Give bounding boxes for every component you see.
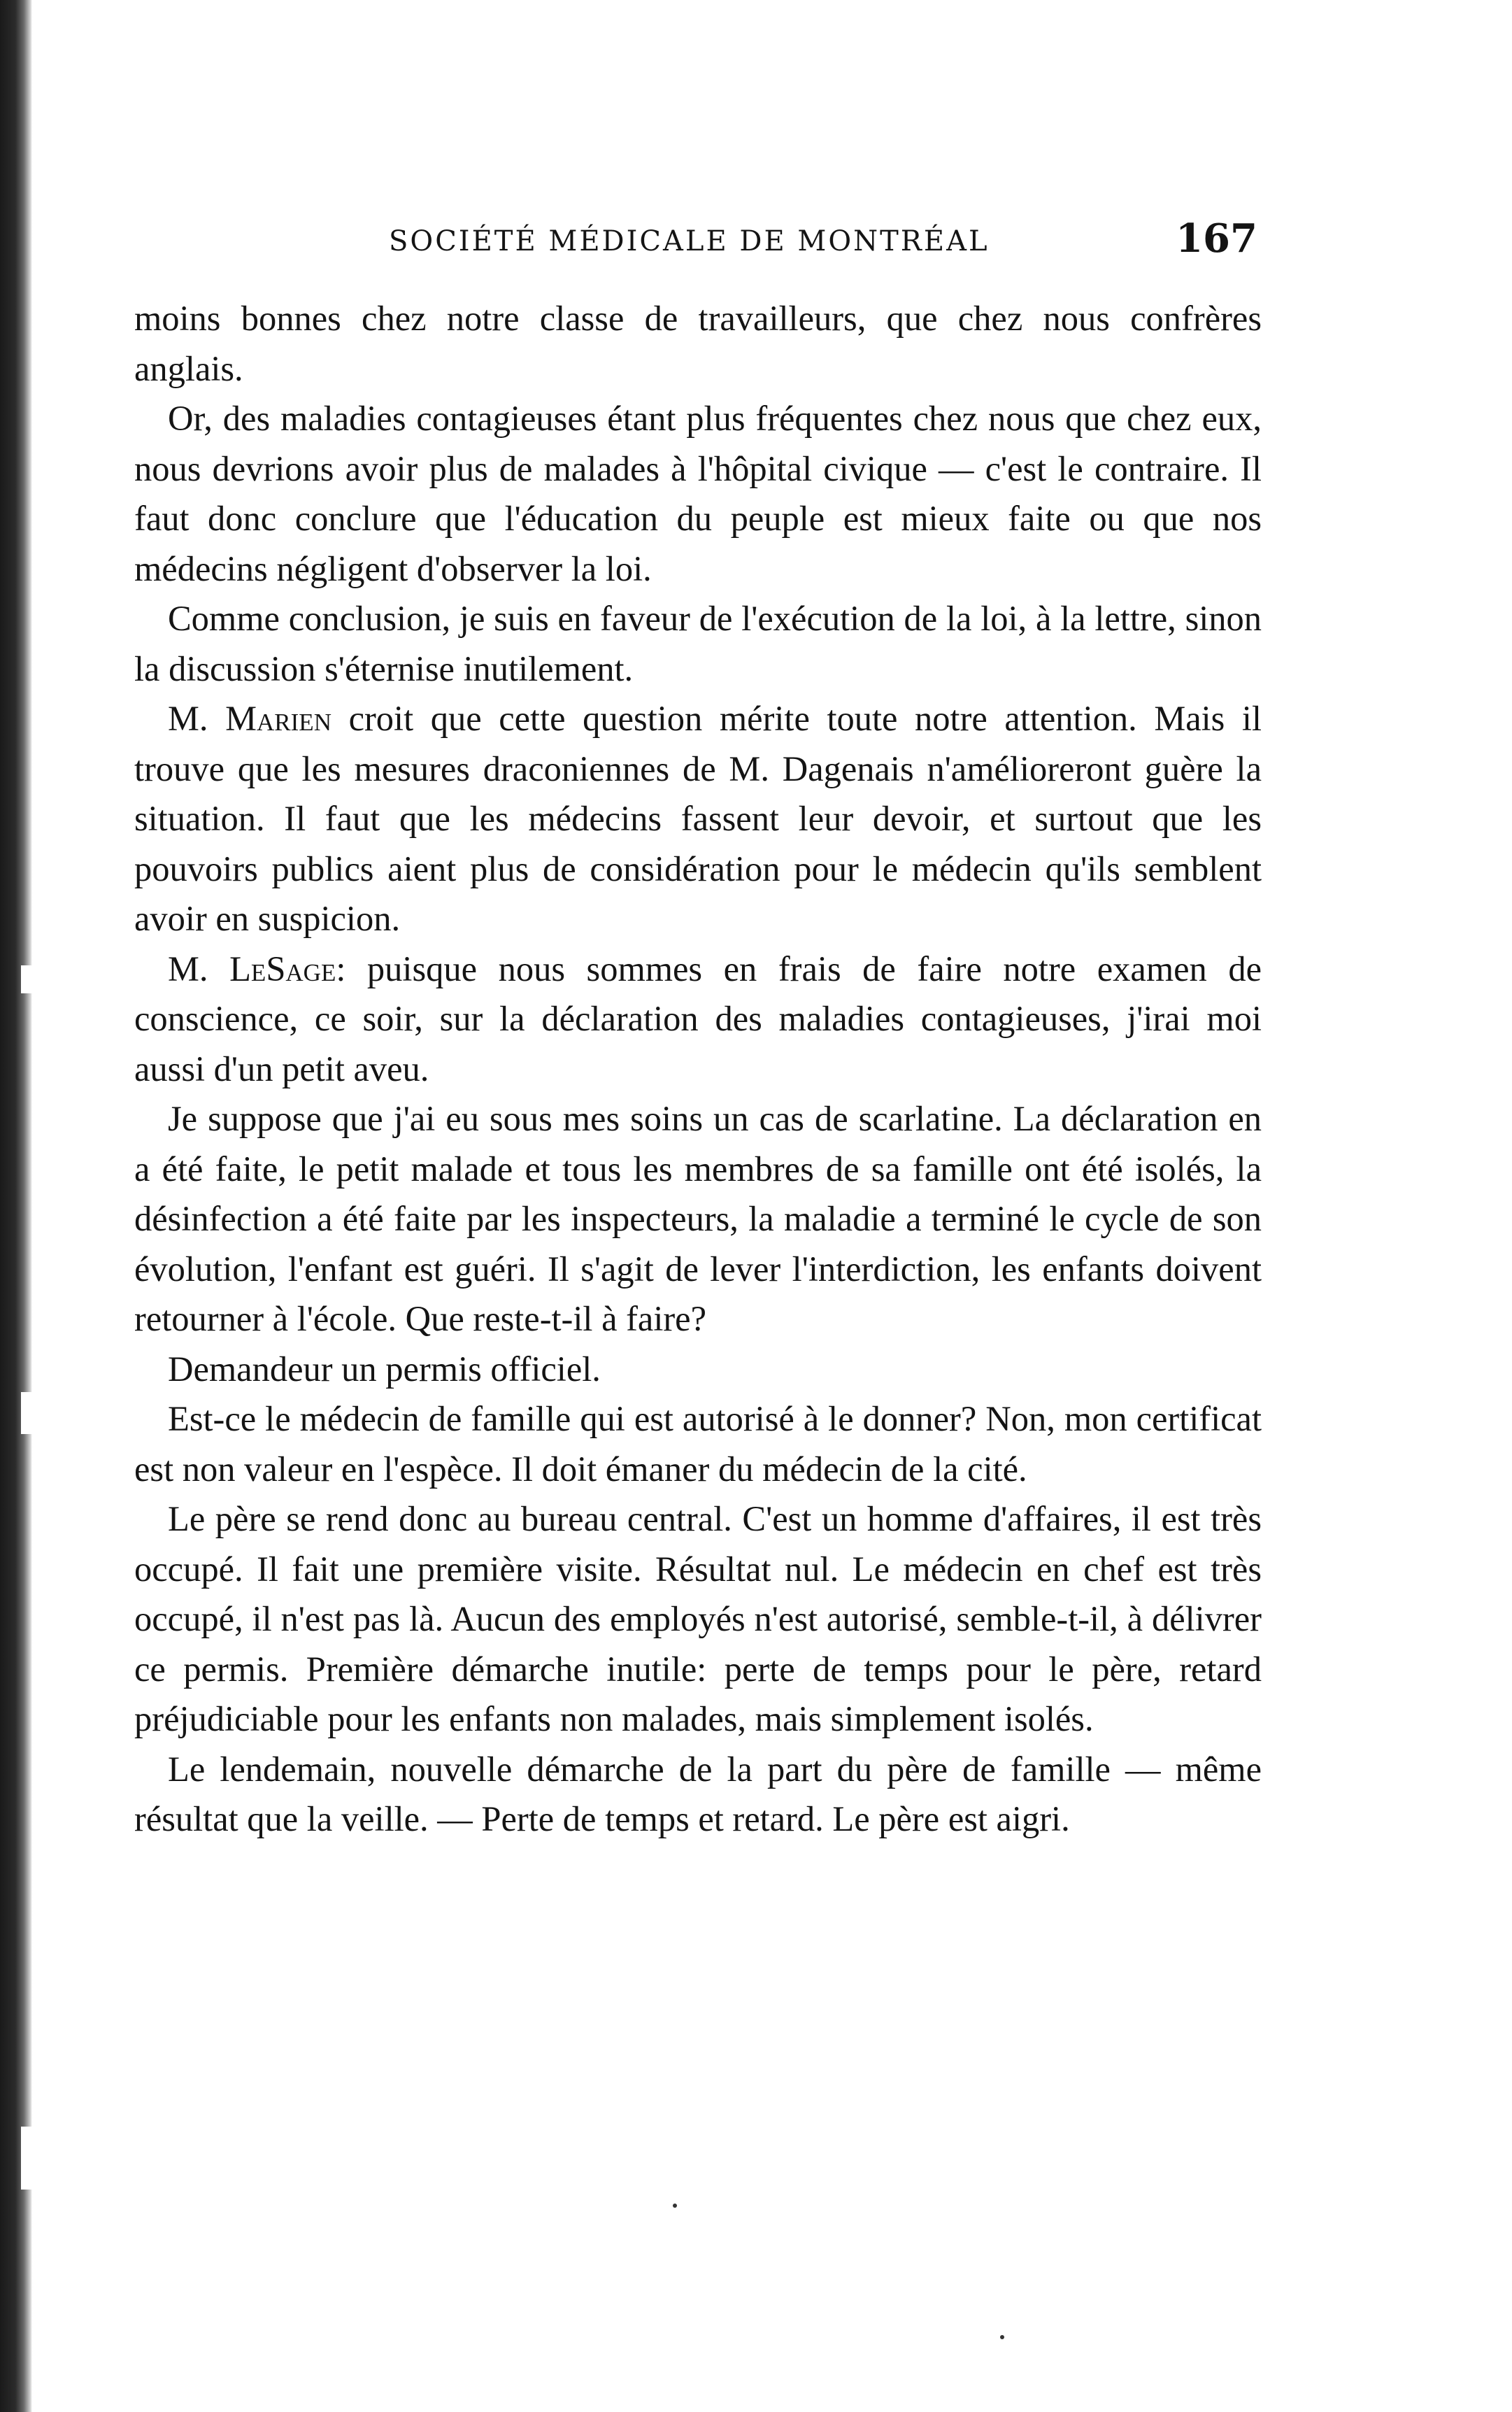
scanned-page-edge xyxy=(0,0,32,2412)
page-header xyxy=(389,215,1257,271)
paragraph xyxy=(134,694,1262,944)
edge-notch xyxy=(21,965,32,993)
ink-speck xyxy=(673,2204,677,2208)
paragraph: moins bonnes chez notre classe de travailleurs, que chez nous confrères anglais. xyxy=(134,299,1262,388)
paragraph-text: : puisque nous sommes en frais de faire notre examen de conscience, ce soir, sur la déclaration des maladies contagieuses, j'irai moi aussi d'un petit aveu. xyxy=(134,949,1262,1088)
paragraph-text: croit que cette question mérite toute notre attention. Mais il trouve que les mesures draconiennes de M. Dagenais n'amélioreront guère la situation. Il faut que les médecins fassent leur devoir, et surtout que les pouvoirs publics aient plus de considération pour le médecin qu'ils semblent avoir en suspicion. xyxy=(134,699,1262,938)
paragraph: Le lendemain, nouvelle démarche de la part du père de famille — même résultat que la veille. — Perte de temps et retard. Le père est aigri. xyxy=(134,1749,1262,1838)
ink-speck xyxy=(1000,2335,1004,2339)
paragraph xyxy=(134,944,1262,1095)
edge-notch xyxy=(21,2127,32,2190)
paragraph: Je suppose que j'ai eu sous mes soins un cas de scarlatine. La déclaration en a été faite, le petit malade et tous les membres de sa famille ont été isolés, la désinfection a été faite par les inspecteurs, la maladie a terminé le cycle de son évolution, l'enfant est guéri. Il s'agit de lever l'interdiction, les enfants doivent retourner à l'école. Que reste-t-il à faire? xyxy=(134,1099,1262,1338)
page-body xyxy=(134,294,1262,1845)
edge-notch xyxy=(21,1392,32,1434)
running-title: SOCIÉTÉ MÉDICALE DE MONTRÉAL xyxy=(389,225,990,257)
paragraph: Or, des maladies contagieuses étant plus fréquentes chez nous que chez eux, nous devrions avoir plus de malades à l'hôpital civique — c'est le contraire. Il faut donc conclure que l'éducation du peuple est mieux faite ou que nos médecins négligent d'observer la loi. xyxy=(134,399,1262,588)
speaker-name: M. Marien xyxy=(168,699,331,738)
speaker-name: M. LeSage xyxy=(168,949,336,988)
paragraph: Le père se rend donc au bureau central. C'est un homme d'affaires, il est très occupé. Il fait une première visite. Résultat nul. Le médecin en chef est très occupé, il n'est pas là. Aucun des employés n'est autorisé, semble-t-il, à délivrer ce permis. Première démarche inutile: perte de temps pour le père, retard préjudiciable pour les enfants non malades, mais simplement isolés. xyxy=(134,1499,1262,1738)
page-number: 167 xyxy=(1176,215,1257,262)
paragraph: Est-ce le médecin de famille qui est autorisé à le donner? Non, mon certificat est non valeur en l'espèce. Il doit émaner du médecin de la cité. xyxy=(134,1399,1262,1489)
paragraph: Comme conclusion, je suis en faveur de l'exécution de la loi, à la lettre, sinon la discussion s'éternise inutilement. xyxy=(134,599,1262,688)
paragraph: Demandeur un permis officiel. xyxy=(168,1349,601,1389)
